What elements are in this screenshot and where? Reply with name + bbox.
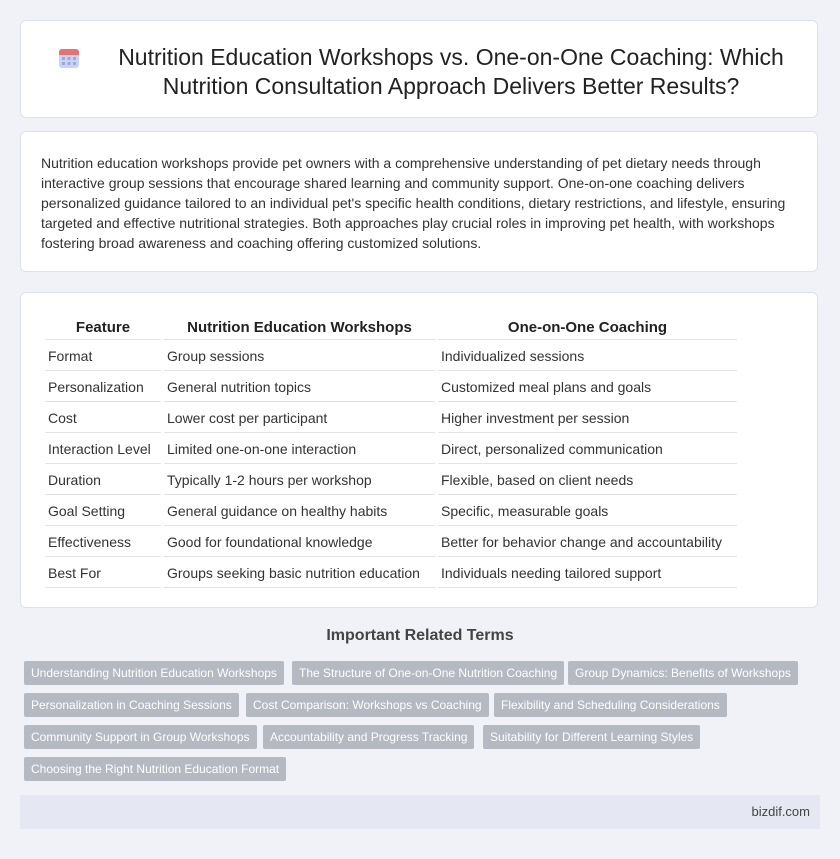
row-workshops: Group sessions bbox=[164, 342, 435, 371]
footer-bar bbox=[20, 795, 820, 829]
page-title: Nutrition Education Workshops vs. One-on-One Coaching: Which Nutrition Consultation Approach Delivers Better Results? bbox=[118, 44, 784, 99]
related-tag[interactable]: Accountability and Progress Tracking bbox=[263, 725, 474, 749]
row-feature: Personalization bbox=[45, 373, 161, 402]
table-row bbox=[45, 497, 737, 526]
row-coaching: Flexible, based on client needs bbox=[438, 466, 737, 495]
related-terms-heading: Important Related Terms bbox=[326, 627, 514, 644]
intro-paragraph: Nutrition education workshops provide pet owners with a comprehensive understanding of pet dietary needs through interactive group sessions that encourage shared learning and community support. One-on-one coaching delivers personalized guidance tailored to an individual pet's specific health conditions, dietary restrictions, and lifestyle, ensuring targeted and effective nutritional strategies. Both approaches play crucial roles in improving pet health, with workshops fostering broad awareness and coaching offering customized solutions. bbox=[41, 155, 786, 251]
row-feature: Format bbox=[45, 342, 161, 371]
row-workshops: Good for foundational knowledge bbox=[164, 528, 435, 557]
related-tag[interactable]: Understanding Nutrition Education Workshops bbox=[24, 661, 284, 685]
related-tag[interactable]: Community Support in Group Workshops bbox=[24, 725, 257, 749]
row-coaching: Customized meal plans and goals bbox=[438, 373, 737, 402]
table-row bbox=[45, 342, 737, 371]
related-tag[interactable]: Choosing the Right Nutrition Education Format bbox=[24, 757, 286, 781]
row-workshops: Limited one-on-one interaction bbox=[164, 435, 435, 464]
calendar-icon bbox=[57, 46, 81, 70]
header-workshops: Nutrition Education Workshops bbox=[164, 315, 435, 340]
row-coaching: Individuals needing tailored support bbox=[438, 559, 737, 588]
row-workshops: General nutrition topics bbox=[164, 373, 435, 402]
row-workshops: Typically 1-2 hours per workshop bbox=[164, 466, 435, 495]
row-coaching: Individualized sessions bbox=[438, 342, 737, 371]
row-feature: Effectiveness bbox=[45, 528, 161, 557]
row-coaching: Specific, measurable goals bbox=[438, 497, 737, 526]
row-workshops: Groups seeking basic nutrition education bbox=[164, 559, 435, 588]
row-feature: Interaction Level bbox=[45, 435, 161, 464]
comparison-table bbox=[42, 313, 740, 590]
table-row bbox=[45, 373, 737, 402]
related-tag[interactable]: Suitability for Different Learning Styles bbox=[483, 725, 700, 749]
table-row bbox=[45, 559, 737, 588]
related-tag[interactable]: Cost Comparison: Workshops vs Coaching bbox=[246, 693, 489, 717]
row-coaching: Higher investment per session bbox=[438, 404, 737, 433]
related-tag[interactable]: Flexibility and Scheduling Considerations bbox=[494, 693, 727, 717]
row-feature: Cost bbox=[45, 404, 161, 433]
row-feature: Goal Setting bbox=[45, 497, 161, 526]
footer-site[interactable]: bizdif.com bbox=[751, 804, 810, 819]
table-row bbox=[45, 435, 737, 464]
row-workshops: General guidance on healthy habits bbox=[164, 497, 435, 526]
row-feature: Duration bbox=[45, 466, 161, 495]
related-tag[interactable]: Group Dynamics: Benefits of Workshops bbox=[568, 661, 798, 685]
header-feature: Feature bbox=[45, 315, 161, 340]
table-row bbox=[45, 528, 737, 557]
row-feature: Best For bbox=[45, 559, 161, 588]
table-row bbox=[45, 404, 737, 433]
related-tag[interactable]: The Structure of One-on-One Nutrition Coaching bbox=[292, 661, 564, 685]
table-header-row bbox=[45, 315, 737, 340]
header-coaching: One-on-One Coaching bbox=[438, 315, 737, 340]
row-coaching: Direct, personalized communication bbox=[438, 435, 737, 464]
row-workshops: Lower cost per participant bbox=[164, 404, 435, 433]
related-tag[interactable]: Personalization in Coaching Sessions bbox=[24, 693, 239, 717]
row-coaching: Better for behavior change and accountability bbox=[438, 528, 737, 557]
table-row bbox=[45, 466, 737, 495]
